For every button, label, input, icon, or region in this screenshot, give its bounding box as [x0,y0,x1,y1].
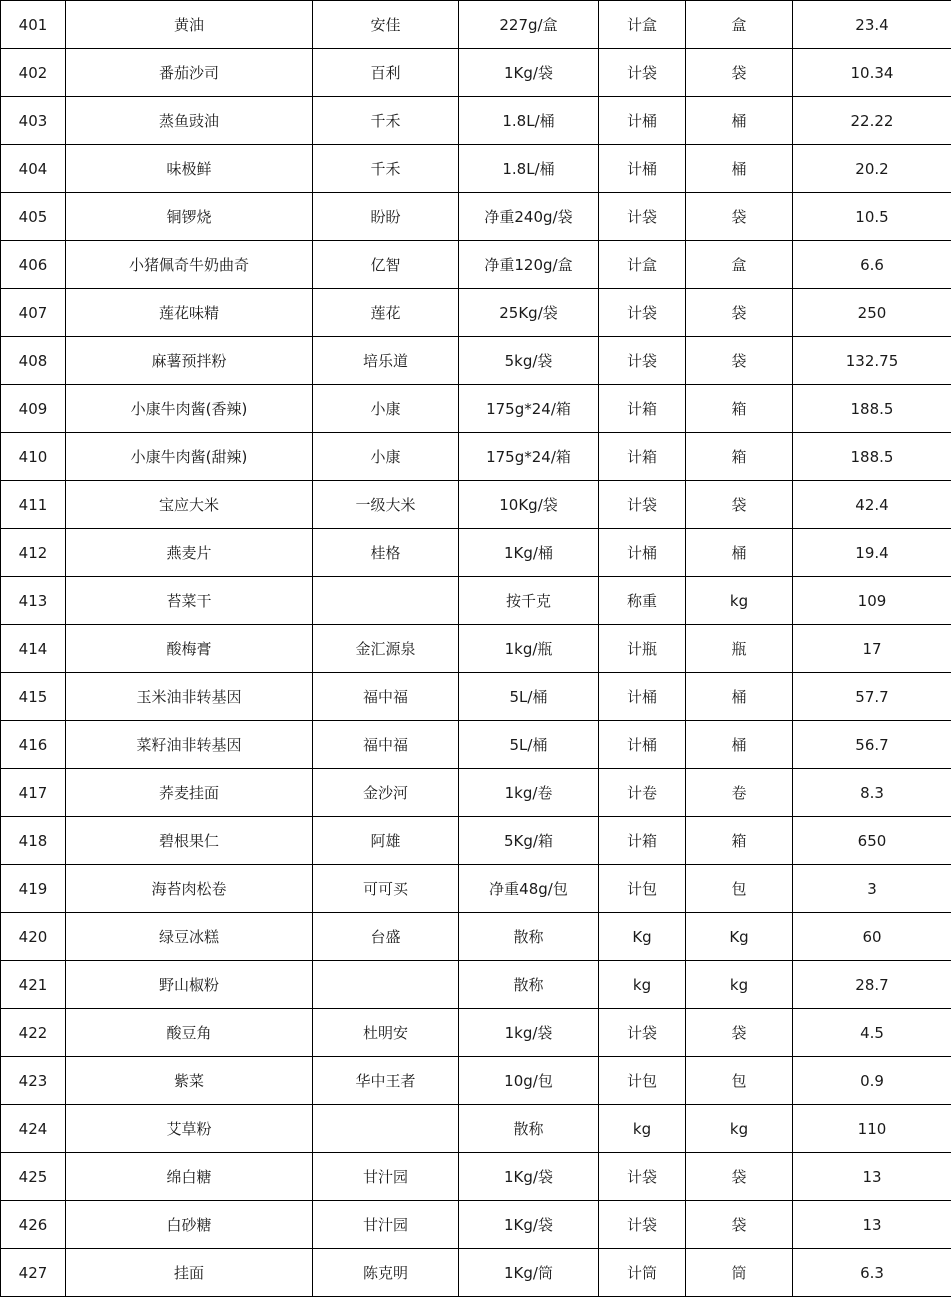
table-row [1,49,951,97]
product-name-cell: 酸豆角 [66,1009,313,1057]
brand-cell: 培乐道 [313,337,459,385]
price-cell: 188.5 [793,385,951,433]
unit-cell: 袋 [686,1153,793,1201]
table-row [1,193,951,241]
table-row [1,673,951,721]
spec-cell: 散称 [459,913,599,961]
unit-cell: kg [686,1105,793,1153]
pricing-method-cell: 计盒 [599,1,686,49]
product-name-cell: 碧根果仁 [66,817,313,865]
pricing-method-cell: 计盒 [599,241,686,289]
table-row [1,913,951,961]
product-name-cell: 铜锣烧 [66,193,313,241]
product-name-cell: 紫菜 [66,1057,313,1105]
brand-cell: 金沙河 [313,769,459,817]
price-cell: 60 [793,913,951,961]
product-name-cell: 苔菜干 [66,577,313,625]
table-row [1,1105,951,1153]
unit-cell: 盒 [686,241,793,289]
spec-cell: 1.8L/桶 [459,97,599,145]
product-name-cell: 麻薯预拌粉 [66,337,313,385]
spec-cell: 5L/桶 [459,673,599,721]
product-name-cell: 莲花味精 [66,289,313,337]
brand-cell [313,577,459,625]
item-number-cell: 413 [1,577,66,625]
pricing-method-cell: 计筒 [599,1249,686,1297]
unit-cell: 卷 [686,769,793,817]
table-row [1,1249,951,1297]
item-number-cell: 421 [1,961,66,1009]
item-number-cell: 403 [1,97,66,145]
item-number-cell: 427 [1,1249,66,1297]
unit-cell: 瓶 [686,625,793,673]
spec-cell: 1kg/袋 [459,1009,599,1057]
table-body [1,1,951,1297]
pricing-method-cell: 计桶 [599,529,686,577]
unit-cell: 袋 [686,1201,793,1249]
item-number-cell: 408 [1,337,66,385]
spec-cell: 1Kg/袋 [459,1201,599,1249]
item-number-cell: 417 [1,769,66,817]
brand-cell: 莲花 [313,289,459,337]
brand-cell [313,1105,459,1153]
price-cell: 6.6 [793,241,951,289]
pricing-method-cell: kg [599,961,686,1009]
table-row [1,769,951,817]
product-name-cell: 燕麦片 [66,529,313,577]
price-cell: 10.34 [793,49,951,97]
price-cell: 19.4 [793,529,951,577]
item-number-cell: 401 [1,1,66,49]
brand-cell: 华中王者 [313,1057,459,1105]
brand-cell: 亿智 [313,241,459,289]
product-name-cell: 蒸鱼豉油 [66,97,313,145]
brand-cell: 陈克明 [313,1249,459,1297]
item-number-cell: 416 [1,721,66,769]
product-name-cell: 味极鲜 [66,145,313,193]
brand-cell: 福中福 [313,673,459,721]
pricing-method-cell: 计桶 [599,673,686,721]
pricing-method-cell: 计袋 [599,49,686,97]
unit-cell: 袋 [686,289,793,337]
pricing-method-cell: 称重 [599,577,686,625]
item-number-cell: 410 [1,433,66,481]
product-name-cell: 玉米油非转基因 [66,673,313,721]
unit-cell: 桶 [686,673,793,721]
item-number-cell: 423 [1,1057,66,1105]
table-row [1,289,951,337]
product-name-cell: 白砂糖 [66,1201,313,1249]
price-cell: 3 [793,865,951,913]
table-row [1,337,951,385]
spec-cell: 5kg/袋 [459,337,599,385]
spec-cell: 5L/桶 [459,721,599,769]
pricing-method-cell: 计桶 [599,721,686,769]
brand-cell: 一级大米 [313,481,459,529]
item-number-cell: 404 [1,145,66,193]
item-number-cell: 422 [1,1009,66,1057]
price-cell: 13 [793,1201,951,1249]
spec-cell: 散称 [459,961,599,1009]
table-row [1,1009,951,1057]
item-number-cell: 420 [1,913,66,961]
spec-cell: 1.8L/桶 [459,145,599,193]
pricing-method-cell: 计瓶 [599,625,686,673]
unit-cell: 箱 [686,433,793,481]
unit-cell: 箱 [686,385,793,433]
pricing-method-cell: 计袋 [599,1153,686,1201]
spec-cell: 净重48g/包 [459,865,599,913]
item-number-cell: 409 [1,385,66,433]
pricing-method-cell: 计桶 [599,145,686,193]
product-name-cell: 番茄沙司 [66,49,313,97]
unit-cell: 袋 [686,1009,793,1057]
price-cell: 20.2 [793,145,951,193]
unit-cell: Kg [686,913,793,961]
pricing-method-cell: 计袋 [599,1201,686,1249]
table-row [1,529,951,577]
pricing-method-cell: 计箱 [599,433,686,481]
brand-cell: 甘汁园 [313,1153,459,1201]
item-number-cell: 415 [1,673,66,721]
brand-cell [313,961,459,1009]
brand-cell: 台盛 [313,913,459,961]
product-name-cell: 宝应大米 [66,481,313,529]
table-row [1,145,951,193]
product-name-cell: 绵白糖 [66,1153,313,1201]
product-name-cell: 小康牛肉酱(甜辣) [66,433,313,481]
brand-cell: 千禾 [313,97,459,145]
brand-cell: 安佳 [313,1,459,49]
item-number-cell: 406 [1,241,66,289]
item-number-cell: 407 [1,289,66,337]
brand-cell: 盼盼 [313,193,459,241]
price-cell: 110 [793,1105,951,1153]
pricing-method-cell: 计桶 [599,97,686,145]
brand-cell: 甘汁园 [313,1201,459,1249]
spec-cell: 175g*24/箱 [459,433,599,481]
unit-cell: 袋 [686,193,793,241]
spec-cell: 1kg/卷 [459,769,599,817]
table-row [1,961,951,1009]
spec-cell: 227g/盒 [459,1,599,49]
spec-cell: 5Kg/箱 [459,817,599,865]
unit-cell: 袋 [686,337,793,385]
item-number-cell: 411 [1,481,66,529]
price-cell: 56.7 [793,721,951,769]
product-name-cell: 黄油 [66,1,313,49]
brand-cell: 小康 [313,433,459,481]
table-row [1,577,951,625]
table-row [1,1057,951,1105]
table-row [1,481,951,529]
brand-cell: 小康 [313,385,459,433]
price-cell: 188.5 [793,433,951,481]
spec-cell: 1Kg/袋 [459,1153,599,1201]
pricing-method-cell: 计袋 [599,193,686,241]
unit-cell: 桶 [686,529,793,577]
product-name-cell: 菜籽油非转基因 [66,721,313,769]
table-row [1,1201,951,1249]
table-row [1,385,951,433]
brand-cell: 百利 [313,49,459,97]
price-cell: 23.4 [793,1,951,49]
price-cell: 4.5 [793,1009,951,1057]
table-row [1,433,951,481]
unit-cell: 袋 [686,481,793,529]
price-cell: 250 [793,289,951,337]
spec-cell: 散称 [459,1105,599,1153]
price-cell: 6.3 [793,1249,951,1297]
spec-cell: 1Kg/桶 [459,529,599,577]
product-name-cell: 绿豆冰糕 [66,913,313,961]
item-number-cell: 424 [1,1105,66,1153]
unit-cell: kg [686,961,793,1009]
unit-cell: 盒 [686,1,793,49]
table-row [1,865,951,913]
pricing-method-cell: 计箱 [599,385,686,433]
price-cell: 10.5 [793,193,951,241]
price-cell: 57.7 [793,673,951,721]
brand-cell: 金汇源泉 [313,625,459,673]
item-number-cell: 425 [1,1153,66,1201]
pricing-method-cell: 计袋 [599,289,686,337]
item-number-cell: 414 [1,625,66,673]
product-name-cell: 小猪佩奇牛奶曲奇 [66,241,313,289]
spec-cell: 1Kg/筒 [459,1249,599,1297]
product-name-cell: 野山椒粉 [66,961,313,1009]
product-name-cell: 荞麦挂面 [66,769,313,817]
pricing-method-cell: 计袋 [599,337,686,385]
pricing-method-cell: 计包 [599,1057,686,1105]
product-name-cell: 挂面 [66,1249,313,1297]
item-number-cell: 418 [1,817,66,865]
unit-cell: 袋 [686,49,793,97]
price-cell: 17 [793,625,951,673]
item-number-cell: 405 [1,193,66,241]
price-cell: 22.22 [793,97,951,145]
unit-cell: 包 [686,1057,793,1105]
table-row [1,241,951,289]
pricing-method-cell: kg [599,1105,686,1153]
spec-cell: 10Kg/袋 [459,481,599,529]
product-name-cell: 小康牛肉酱(香辣) [66,385,313,433]
spec-cell: 10g/包 [459,1057,599,1105]
product-name-cell: 艾草粉 [66,1105,313,1153]
unit-cell: 桶 [686,145,793,193]
brand-cell: 阿雄 [313,817,459,865]
unit-cell: 筒 [686,1249,793,1297]
unit-cell: kg [686,577,793,625]
spec-cell: 1kg/瓶 [459,625,599,673]
unit-cell: 包 [686,865,793,913]
item-number-cell: 426 [1,1201,66,1249]
table-row [1,721,951,769]
spec-cell: 按千克 [459,577,599,625]
product-name-cell: 酸梅膏 [66,625,313,673]
brand-cell: 可可买 [313,865,459,913]
brand-cell: 杜明安 [313,1009,459,1057]
table-row [1,817,951,865]
pricing-method-cell: 计袋 [599,1009,686,1057]
price-cell: 8.3 [793,769,951,817]
unit-cell: 桶 [686,97,793,145]
table-row [1,1153,951,1201]
brand-cell: 桂格 [313,529,459,577]
product-name-cell: 海苔肉松卷 [66,865,313,913]
table-row [1,97,951,145]
pricing-method-cell: Kg [599,913,686,961]
spec-cell: 175g*24/箱 [459,385,599,433]
spec-cell: 1Kg/袋 [459,49,599,97]
spec-cell: 25Kg/袋 [459,289,599,337]
price-cell: 13 [793,1153,951,1201]
spec-cell: 净重240g/袋 [459,193,599,241]
unit-cell: 箱 [686,817,793,865]
price-cell: 28.7 [793,961,951,1009]
pricing-method-cell: 计箱 [599,817,686,865]
item-number-cell: 402 [1,49,66,97]
price-cell: 132.75 [793,337,951,385]
brand-cell: 千禾 [313,145,459,193]
pricing-method-cell: 计包 [599,865,686,913]
price-cell: 42.4 [793,481,951,529]
pricing-method-cell: 计袋 [599,481,686,529]
price-cell: 650 [793,817,951,865]
item-number-cell: 412 [1,529,66,577]
brand-cell: 福中福 [313,721,459,769]
price-cell: 109 [793,577,951,625]
pricing-method-cell: 计卷 [599,769,686,817]
spec-cell: 净重120g/盒 [459,241,599,289]
table-row [1,1,951,49]
unit-cell: 桶 [686,721,793,769]
price-cell: 0.9 [793,1057,951,1105]
item-number-cell: 419 [1,865,66,913]
table-row [1,625,951,673]
